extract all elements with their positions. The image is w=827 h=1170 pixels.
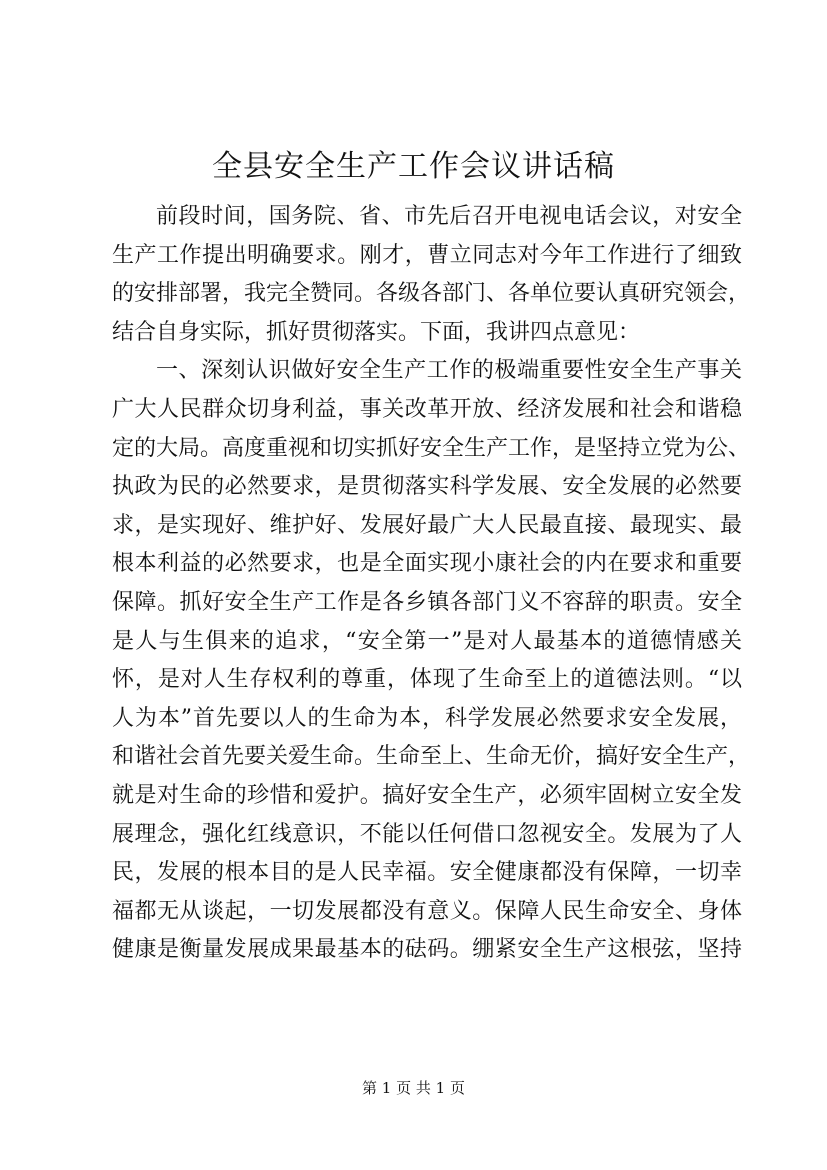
paragraph-line: 人为本”首先要以人的生命为本，科学发展必然要求安全发展， — [112, 705, 742, 731]
paragraph-line: 前段时间，国务院、省、市先后召开电视电话会议，对安全 — [156, 204, 742, 229]
document-body — [112, 198, 751, 970]
paragraph-line: 是人与生俱来的追求，“安全第一”是对人最基本的道德情感关 — [112, 628, 742, 654]
page-footer: 第 1 页 共 1 页 — [362, 1079, 465, 1097]
paragraph-line: 就是对生命的珍惜和爱护。搞好安全生产，必须牢固树立安全发 — [112, 782, 742, 808]
paragraph-line: 和谐社会首先要关爱生命。生命至上、生命无价，搞好安全生产， — [112, 744, 751, 770]
paragraph-line: 展理念，强化红线意识，不能以任何借口忽视安全。发展为了人 — [112, 821, 742, 847]
paragraph-line: 广大人民群众切身利益，事关改革开放、经济发展和社会和谐稳 — [112, 396, 742, 422]
paragraph-line: 结合自身实际，抓好贯彻落实。下面，我讲四点意见： — [112, 319, 641, 345]
document-title: 全县安全生产工作会议讲话稿 — [212, 149, 615, 184]
paragraph-line: 求，是实现好、维护好、发展好最广大人民最直接、最现实、最 — [112, 512, 742, 538]
paragraph-line: 的安排部署，我完全赞同。各级各部门、各单位要认真研究领会， — [112, 281, 751, 307]
paragraph-line: 一、深刻认识做好安全生产工作的极端重要性安全生产事关 — [156, 358, 742, 384]
paragraph-line: 生产工作提出明确要求。刚才，曹立同志对今年工作进行了细致 — [112, 242, 742, 268]
paragraph-line: 保障。抓好安全生产工作是各乡镇各部门义不容辞的职责。安全 — [112, 589, 742, 615]
paragraph-line: 民，发展的根本目的是人民幸福。安全健康都没有保障，一切幸 — [112, 860, 742, 886]
paragraph-line: 根本利益的必然要求，也是全面实现小康社会的内在要求和重要 — [112, 551, 742, 577]
paragraph-line: 定的大局。高度重视和切实抓好安全生产工作，是坚持立党为公、 — [112, 435, 751, 461]
paragraph-line: 怀，是对人生存权利的尊重，体现了生命至上的道德法则。“以 — [112, 667, 742, 693]
paragraph-line: 执政为民的必然要求，是贯彻落实科学发展、安全发展的必然要 — [112, 474, 742, 500]
paragraph-line: 健康是衡量发展成果最基本的砝码。绷紧安全生产这根弦，坚持 — [112, 937, 742, 963]
paragraph-line: 福都无从谈起，一切发展都没有意义。保障人民生命安全、身体 — [112, 898, 742, 924]
